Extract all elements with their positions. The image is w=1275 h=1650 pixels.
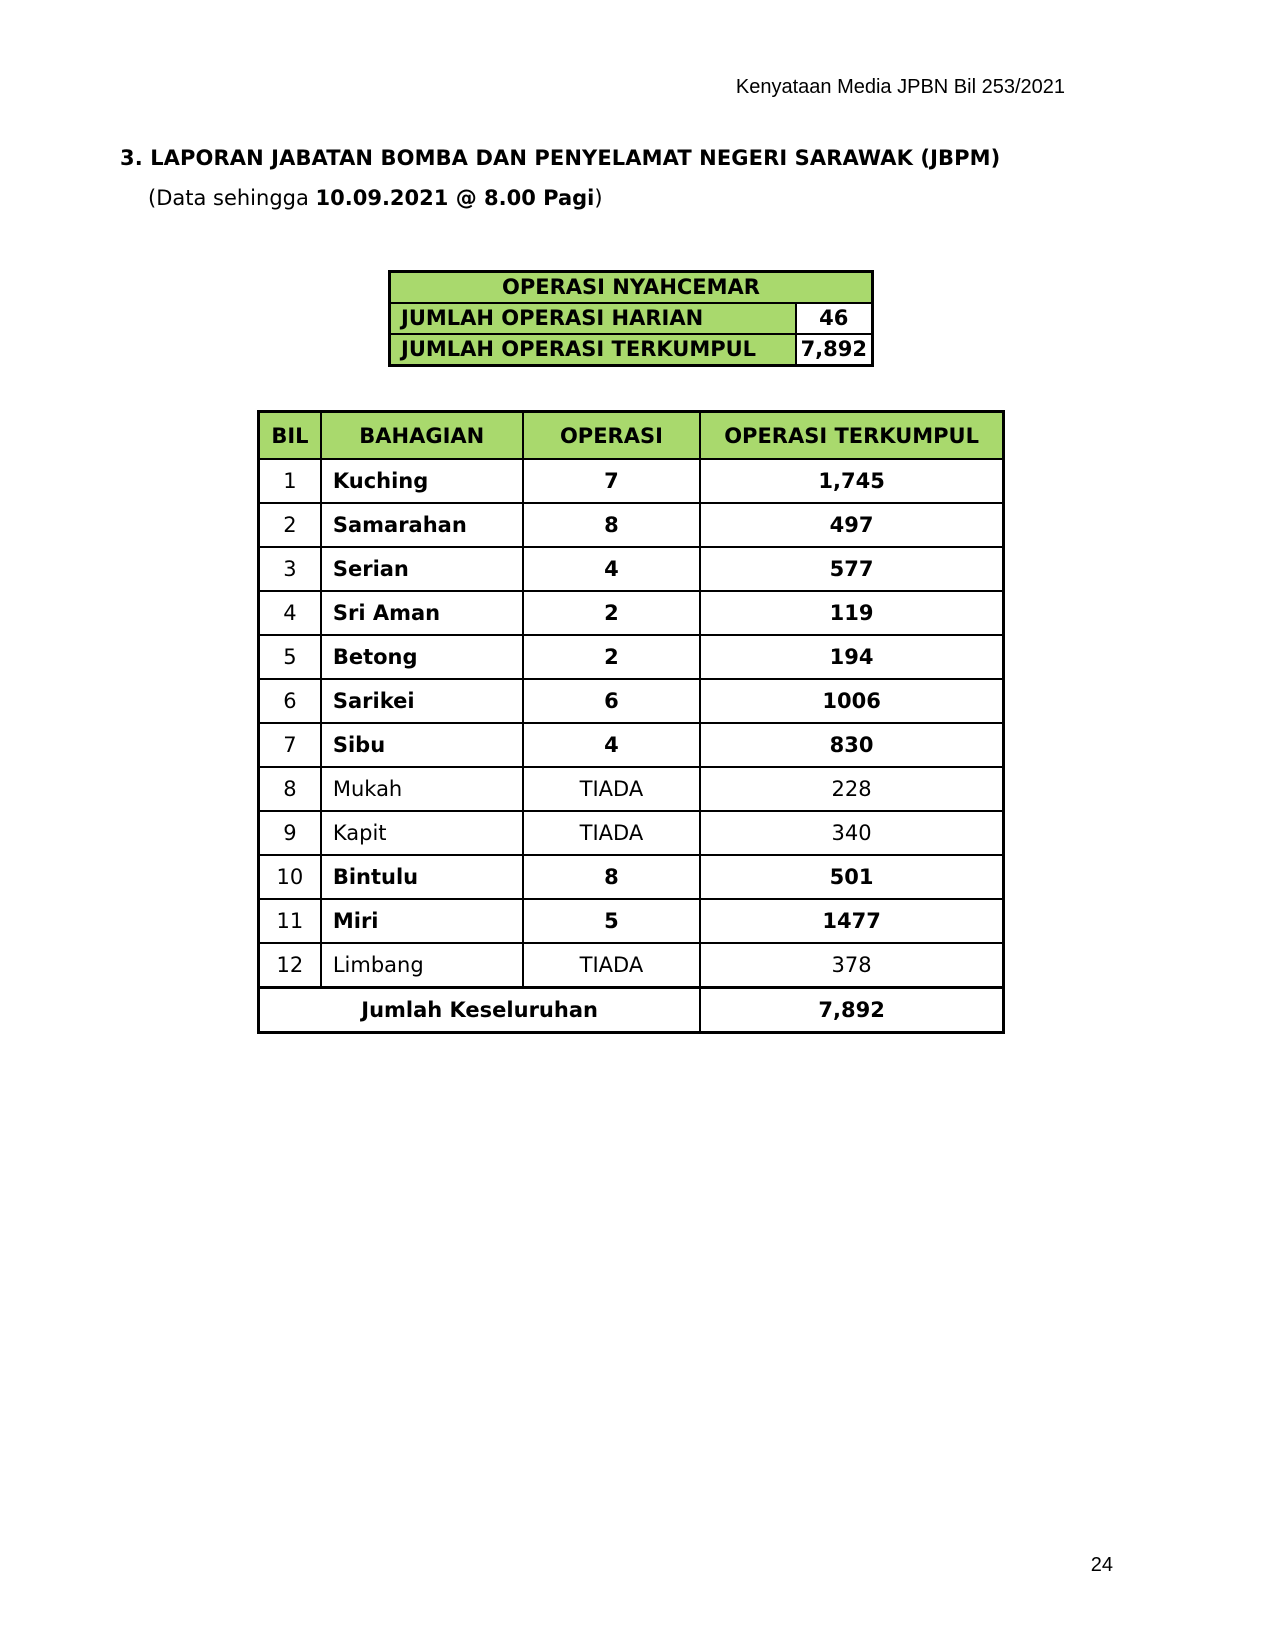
summary-table (388, 270, 874, 367)
cell-operasi: 5 (523, 899, 701, 943)
total-value: 7,892 (700, 988, 1003, 1033)
cell-operasi: 6 (523, 679, 701, 723)
cell-operasi: 8 (523, 503, 701, 547)
cell-bahagian: Samarahan (321, 503, 523, 547)
cell-terkumpul: 497 (700, 503, 1003, 547)
cell-bahagian: Serian (321, 547, 523, 591)
cell-terkumpul: 1006 (700, 679, 1003, 723)
cell-bahagian: Sri Aman (321, 591, 523, 635)
header-operasi-terkumpul: OPERASI TERKUMPUL (700, 412, 1003, 460)
cell-bil: 5 (259, 635, 321, 679)
data-date-note (148, 186, 603, 210)
cell-bahagian: Kuching (321, 459, 523, 503)
cell-operasi: 4 (523, 547, 701, 591)
cell-operasi: 2 (523, 591, 701, 635)
table-row (259, 767, 1004, 811)
cell-bil: 8 (259, 767, 321, 811)
cell-terkumpul: 194 (700, 635, 1003, 679)
cell-bil: 11 (259, 899, 321, 943)
subtitle-date: 10.09.2021 @ 8.00 Pagi (315, 186, 595, 210)
cell-bil: 10 (259, 855, 321, 899)
cell-operasi: TIADA (523, 767, 701, 811)
cell-bil: 2 (259, 503, 321, 547)
cell-terkumpul: 1,745 (700, 459, 1003, 503)
cell-terkumpul: 830 (700, 723, 1003, 767)
division-operations-table (257, 410, 1005, 1034)
table-row (259, 811, 1004, 855)
total-label: Jumlah Keseluruhan (259, 988, 701, 1033)
table-row (259, 459, 1004, 503)
cell-bahagian: Mukah (321, 767, 523, 811)
header-bil: BIL (259, 412, 321, 460)
cell-bil: 3 (259, 547, 321, 591)
cell-terkumpul: 1477 (700, 899, 1003, 943)
cell-operasi: 7 (523, 459, 701, 503)
cell-operasi: TIADA (523, 811, 701, 855)
daily-operations-value: 46 (796, 303, 873, 334)
cell-operasi: 8 (523, 855, 701, 899)
cell-bil: 1 (259, 459, 321, 503)
cell-operasi: TIADA (523, 943, 701, 988)
cell-terkumpul: 378 (700, 943, 1003, 988)
header-bahagian: BAHAGIAN (321, 412, 523, 460)
cell-terkumpul: 501 (700, 855, 1003, 899)
table-row (259, 503, 1004, 547)
header-operasi: OPERASI (523, 412, 701, 460)
cell-terkumpul: 228 (700, 767, 1003, 811)
cell-bahagian: Sibu (321, 723, 523, 767)
summary-heading: OPERASI NYAHCEMAR (390, 272, 873, 304)
table-total-row (259, 988, 1004, 1033)
cell-terkumpul: 577 (700, 547, 1003, 591)
cell-bahagian: Limbang (321, 943, 523, 988)
cell-operasi: 2 (523, 635, 701, 679)
cell-operasi: 4 (523, 723, 701, 767)
table-header-row (259, 412, 1004, 460)
cell-bil: 7 (259, 723, 321, 767)
cell-bil: 6 (259, 679, 321, 723)
table-row (259, 723, 1004, 767)
cell-bil: 12 (259, 943, 321, 988)
cell-bahagian: Sarikei (321, 679, 523, 723)
document-reference: Kenyataan Media JPBN Bil 253/2021 (735, 76, 1065, 98)
cell-terkumpul: 119 (700, 591, 1003, 635)
cumulative-operations-value: 7,892 (796, 334, 873, 366)
subtitle-prefix: (Data sehingga (148, 186, 316, 210)
table-row (259, 855, 1004, 899)
table-row (259, 547, 1004, 591)
cell-bil: 4 (259, 591, 321, 635)
page-number: 24 (1090, 1554, 1113, 1576)
table-row (259, 899, 1004, 943)
cell-terkumpul: 340 (700, 811, 1003, 855)
cell-bahagian: Kapit (321, 811, 523, 855)
table-row (259, 943, 1004, 988)
cell-bil: 9 (259, 811, 321, 855)
subtitle-suffix: ) (594, 186, 603, 210)
cell-bahagian: Betong (321, 635, 523, 679)
cell-bahagian: Bintulu (321, 855, 523, 899)
section-title: 3. LAPORAN JABATAN BOMBA DAN PENYELAMAT NEGERI SARAWAK (JBPM) (120, 146, 1001, 170)
daily-operations-label: JUMLAH OPERASI HARIAN (390, 303, 796, 334)
table-row (259, 591, 1004, 635)
cumulative-operations-label: JUMLAH OPERASI TERKUMPUL (390, 334, 796, 366)
cell-bahagian: Miri (321, 899, 523, 943)
table-row (259, 635, 1004, 679)
table-row (259, 679, 1004, 723)
